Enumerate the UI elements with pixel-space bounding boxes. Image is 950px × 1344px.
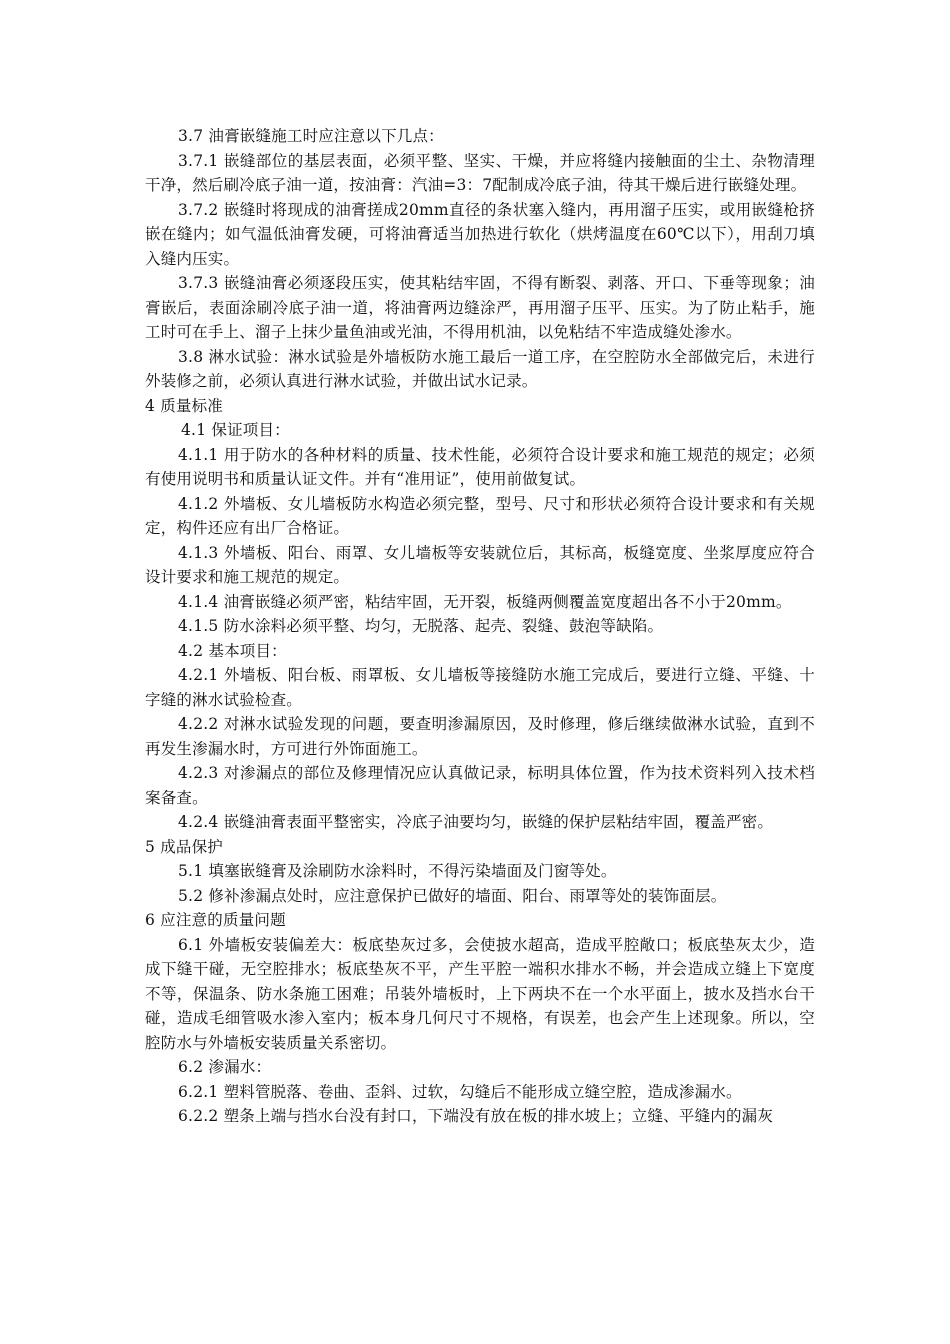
paragraph-4-1-2: 4.1.2 外墙板、女儿墙板防水构造必须完整，型号、尺寸和形状必须符合设计要求和有关规定，构件还应有出厂合格证。 — [145, 494, 815, 537]
heading-5-product-protection: 5 成品保护 — [145, 837, 223, 856]
paragraph-4-1-5: 4.1.5 防水涂料必须平整、均匀，无脱落、起壳、裂缝、鼓泡等缺陷。 — [178, 617, 664, 635]
paragraph-3-7: 3.7 油膏嵌缝施工时应注意以下几点： — [178, 127, 444, 145]
paragraph-3-7-2: 3.7.2 嵌缝时将现成的油膏搓成20mm直径的条状塞入缝内，再用溜子压实，或用嵌缝枪挤嵌在缝内；如气温低油膏发硬，可将油膏适当加热进行软化（烘烤温度在60℃以下），用刮刀填入缝内压实。 — [145, 200, 815, 268]
paragraph-4-1: 4.1 保证项目： — [181, 421, 290, 439]
paragraph-4-2-3: 4.2.3 对渗漏点的部位及修理情况应认真做记录，标明具体位置，作为技术资料列入技术档案备查。 — [145, 764, 815, 807]
heading-4-quality-standard: 4 质量标准 — [145, 396, 223, 415]
paragraph-4-1-3: 4.1.3 外墙板、阳台、雨罩、女儿墙板等安装就位后，其标高，板缝宽度、坐浆厚度应符合设计要求和施工规范的规定。 — [145, 543, 815, 586]
paragraph-6-2: 6.2 渗漏水： — [178, 1058, 272, 1076]
paragraph-4-2-4: 4.2.4 嵌缝油膏表面平整密实，冷底子油要均匀，嵌缝的保护层粘结牢固，覆盖严密。 — [178, 813, 774, 831]
paragraph-5-2: 5.2 修补渗漏点处时，应注意保护已做好的墙面、阳台、雨罩等处的装饰面层。 — [178, 886, 727, 905]
paragraph-4-1-1: 4.1.1 用于防水的各种材料的质量、技术性能，必须符合设计要求和施工规范的规定；必须有使用说明书和质量认证文件。并有“准用证”，使用前做复试。 — [145, 445, 815, 488]
paragraph-4-2: 4.2 基本项目： — [178, 641, 287, 660]
paragraph-4-2-1: 4.2.1 外墙板、阳台板、雨罩板、女儿墙板等接缝防水施工完成后，要进行立缝、平缝、十字缝的淋水试验检查。 — [145, 666, 815, 709]
paragraph-3-8: 3.8 淋水试验：淋水试验是外墙板防水施工最后一道工序，在空腔防水全部做完后，未进行外装修之前，必须认真进行淋水试验，并做出试水记录。 — [145, 347, 815, 390]
paragraph-6-2-2: 6.2.2 塑条上端与挡水台没有封口，下端没有放在板的排水坡上；立缝、平缝内的漏灰 — [178, 1107, 774, 1125]
paragraph-5-1: 5.1 填塞嵌缝膏及涂刷防水涂料时，不得污染墙面及门窗等处。 — [178, 862, 617, 880]
paragraph-3-7-1: 3.7.1 嵌缝部位的基层表面，必须平整、坚实、干燥，并应将缝内接触面的尘土、杂物清理干净，然后刷冷底子油一道，按油膏：汽油=3：7配制成冷底子油，待其干燥后进行嵌缝处理。 — [145, 151, 815, 194]
paragraph-6-1: 6.1 外墙板安装偏差大：板底垫灰过多，会使披水超高，造成平腔敞口；板底垫灰太少，造成下缝干碰，无空腔排水；板底垫灰不平，产生平腔一端积水排水不畅，并会造成立缝上下宽度不等，保温条、防水条施工困难；吊装外墙板时，上下两块不在一个水平面上，披水及挡水台干碰，造成毛细管吸水渗入室内；板本身几何尺寸不规格，有误差，也会产生上述现象。所以，空腔防水与外墙板安装质量关系密切。 — [145, 935, 815, 1052]
paragraph-4-1-4: 4.1.4 油膏嵌缝必须严密，粘结牢固，无开裂，板缝两侧覆盖宽度超出各不小于20mm。 — [178, 592, 792, 611]
heading-6-quality-issues: 6 应注意的质量问题 — [145, 911, 286, 929]
paragraph-4-2-2: 4.2.2 对淋水试验发现的问题，要查明渗漏原因，及时修理，修后继续做淋水试验，直到不再发生渗漏水时，方可进行外饰面施工。 — [145, 715, 815, 758]
paragraph-3-7-3: 3.7.3 嵌缝油膏必须逐段压实，使其粘结牢固，不得有断裂、剥落、开口、下垂等现象；油膏嵌后，表面涂刷冷底子油一道，将油膏两边缝涂严，再用溜子压平、压实。为了防止粘手，施工时可在手上、溜子上抹少量鱼油或光油，不得用机油，以免粘结不牢造成缝处渗水。 — [145, 274, 815, 341]
paragraph-6-2-1: 6.2.1 塑料管脱落、卷曲、歪斜、过软，勾缝后不能形成立缝空腔，造成渗漏水。 — [178, 1082, 742, 1101]
document-page — [145, 124, 815, 1129]
